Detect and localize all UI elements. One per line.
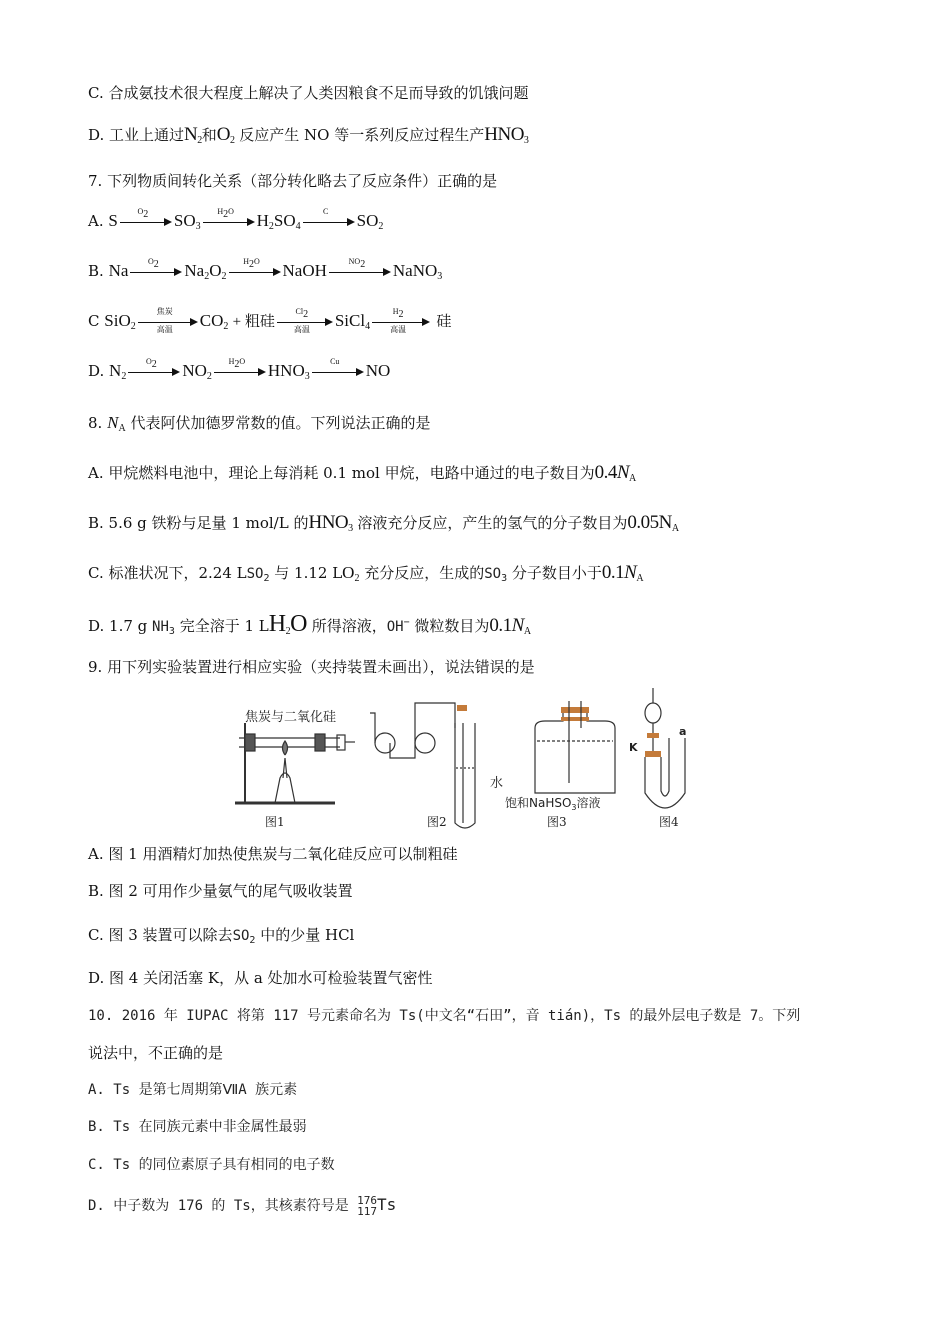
reaction-arrow: O2 bbox=[120, 215, 172, 229]
q7-option-c bbox=[88, 307, 452, 338]
q6-d-mid: 反应产生 NO 等一系列反应过程生产 bbox=[234, 126, 485, 144]
q10-stem-line2: 说法中，不正确的是 bbox=[88, 1044, 224, 1062]
q7-b-chain: Na O2 $Na_2O_2$ H2O NaOH NO2 NaNO$_3$ bbox=[108, 257, 443, 282]
q9-option-d: D. 图 4 关闭活塞 K，从 a 处加水可检验装置气密性 bbox=[88, 969, 433, 987]
q7-c-chain: SiO$_2$ 焦炭 高温 $CO_2$ + 粗硅 Cl2 高温 SiCl$_4$ H2 高温 硅 bbox=[104, 307, 452, 335]
q7-option-b bbox=[88, 257, 443, 288]
q9-option-c: C. 图 3 装置可以除去$SO_2$ 中的少量 HCl bbox=[88, 926, 355, 946]
fig3-label: 饱和NaHSO$_3$溶液 bbox=[505, 796, 601, 812]
nuclide-numbers: 176 117 bbox=[357, 1194, 378, 1218]
avogadro-symbol: $N_A$ bbox=[107, 413, 126, 434]
reaction-arrow: 焦炭 高温 bbox=[138, 315, 198, 329]
q8-stem: 8. $N_A$ 代表阿伏加德罗常数的值。下列说法正确的是 bbox=[88, 413, 431, 434]
reaction-arrow: Cl2 高温 bbox=[277, 315, 333, 329]
fig3-caption: 图3 bbox=[547, 815, 567, 829]
q7-d-label: D. bbox=[88, 362, 105, 380]
fig4-apparatus bbox=[645, 688, 685, 808]
fig3-apparatus bbox=[535, 701, 615, 793]
fig4-caption: 图4 bbox=[659, 815, 679, 829]
q9-option-a: A. 图 1 用酒精灯加热使焦炭与二氧化硅反应可以制粗硅 bbox=[88, 845, 458, 863]
q7-a-label: A. bbox=[88, 212, 104, 230]
reaction-arrow: O2 bbox=[130, 265, 182, 279]
formula-nh3: $NH_3$ bbox=[152, 619, 175, 637]
reaction-arrow: H2O bbox=[229, 265, 281, 279]
fig1-label: 焦炭与二氧化硅 bbox=[245, 710, 337, 725]
q7-a-chain: S O2 $SO_3$ H2O $H_2SO_4$ C $SO_2$ bbox=[108, 207, 384, 232]
reaction-arrow: H2 高温 bbox=[372, 315, 430, 329]
nuclide-symbol: Ts bbox=[377, 1195, 397, 1214]
formula-oh: OH− bbox=[386, 617, 410, 635]
formula-o2: $O_2$ bbox=[216, 124, 235, 146]
formula-so2: $SO_2$ bbox=[246, 566, 270, 584]
q9-stem: 9. 用下列实验装置进行相应实验（夹持装置未画出），说法错误的是 bbox=[88, 658, 535, 676]
fig4-k-label: K bbox=[629, 741, 638, 754]
q6-option-c: C. 合成氨技术很大程度上解决了人类因粮食不足而导致的饥饿问题 bbox=[88, 84, 529, 102]
fig2-apparatus bbox=[370, 703, 475, 828]
q8-option-a: A. 甲烷燃料电池中，理论上每消耗 0.1 mol 甲烷，电路中通过的电子数目为$0.4N_A$ bbox=[88, 462, 636, 484]
q8-option-c: C. 标准状况下，2.24 $LSO_2$ 与 1.12 $LO_2$ 充分反应，生成的$SO_3$ 分子数目小于$0.1N_A$ bbox=[88, 562, 644, 584]
reaction-arrow: H2O bbox=[203, 215, 255, 229]
formula-h2o: $H_2O$ bbox=[268, 611, 307, 637]
q8-a-value: $0.4N_A$ bbox=[594, 462, 636, 484]
reaction-arrow: C bbox=[303, 215, 355, 229]
fig2-label: 水 bbox=[490, 776, 504, 791]
formula-hno3: $HNO_3$ bbox=[308, 512, 353, 534]
q8-option-d: D. 1.7 g $NH_3$ 完全溶于 1 $LH_2O$ 所得溶液，OH− 微粒数目为$0.1N_A$ bbox=[88, 611, 531, 637]
reaction-arrow: Cu bbox=[312, 365, 364, 379]
q7-option-a bbox=[88, 207, 384, 238]
q7-option-d bbox=[88, 357, 391, 388]
q7-d-chain: $N_2$ O2 $NO_2$ H2O $HNO_3$ Cu NO bbox=[109, 357, 391, 382]
q10-stem-line1: 10. 2016 年 IUPAC 将第 117 号元素命名为 Ts(中文名“石田”，音 tián)，Ts 的最外层电子数是 7。下列 bbox=[88, 1008, 801, 1024]
reaction-arrow: H2O bbox=[214, 365, 266, 379]
q6-d-and: 和 bbox=[201, 126, 217, 144]
q8-c-value: $0.1N_A$ bbox=[601, 562, 644, 584]
q8-b-value: $0.05N_A$ bbox=[627, 512, 679, 534]
q10-option-a: A. Ts 是第七周期第ⅦA 族元素 bbox=[88, 1082, 298, 1098]
q7-c-label: C bbox=[88, 312, 100, 330]
fig1-apparatus bbox=[235, 723, 355, 803]
q10-option-d: D. 中子数为 176 的 Ts，其核素符号是 176 117 Ts bbox=[88, 1194, 397, 1218]
formula-o2: $O_2$ bbox=[342, 563, 360, 584]
formula-so2: $SO_2$ bbox=[232, 928, 256, 946]
q9-apparatus-figure bbox=[225, 683, 725, 833]
q10-option-c: C. Ts 的同位素原子具有相同的电子数 bbox=[88, 1157, 335, 1173]
q6-option-d bbox=[88, 124, 528, 152]
reaction-arrow: NO2 bbox=[329, 265, 391, 279]
q8-d-value: $0.1N_A$ bbox=[489, 615, 531, 637]
fig2-caption: 图2 bbox=[427, 815, 447, 829]
formula-so3: $SO_3$ bbox=[484, 566, 508, 584]
q8-option-b: B. 5.6 g 铁粉与足量 1 mol/L 的$HNO_3$ 溶液充分反应，产生的氢气的分子数目为$0.05N_A$ bbox=[88, 512, 679, 534]
q6-d-prefix: D. 工业上通过 bbox=[88, 126, 185, 144]
formula-hno3: $HNO_3$ bbox=[484, 124, 529, 146]
fig4-a-label: a bbox=[679, 725, 687, 738]
q10-option-b: B. Ts 在同族元素中非金属性最弱 bbox=[88, 1119, 307, 1135]
q7-stem: 7. 下列物质间转化关系（部分转化略去了反应条件）正确的是 bbox=[88, 172, 498, 190]
apparatus-drawing bbox=[225, 683, 725, 833]
formula-n2: $N_2$ bbox=[184, 124, 202, 146]
fig1-caption: 图1 bbox=[265, 815, 285, 829]
reaction-arrow: O2 bbox=[128, 365, 180, 379]
q7-b-label: B. bbox=[88, 262, 104, 280]
q9-option-b: B. 图 2 可用作少量氨气的尾气吸收装置 bbox=[88, 882, 353, 900]
